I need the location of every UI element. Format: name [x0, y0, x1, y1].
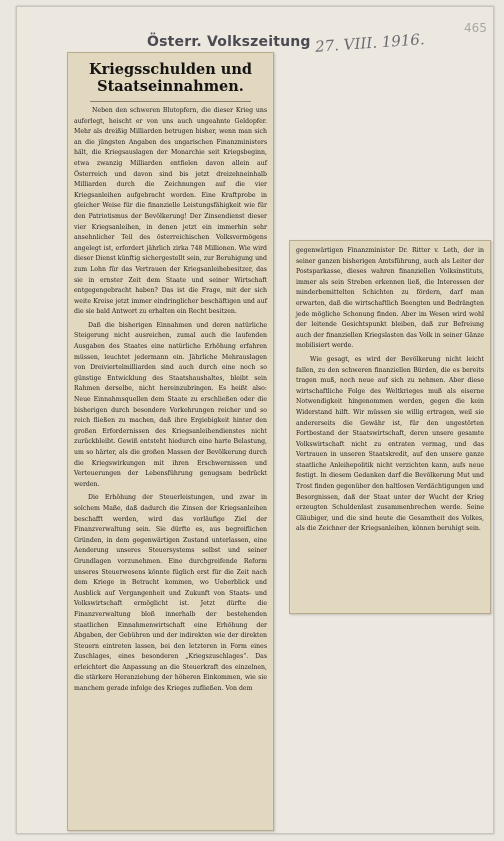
paragraph: Daß die bisherigen Einnahmen und deren natürliche Steigerung nicht ausreichen, zumal auch die laufenden Ausgaben des Staates eine natürliche Erhöhung erfahren müssen, leuchtet jedermann ein. Jährliche Mehrauslagen von Dreiviertelmilliarden sind auch durch eine noch so günstige Entwicklung des Staatshaushaltes, bleibt sein Rahmen derselbe, nicht hereinzubringen. Es heißt also: Neue Einnahmsquellen dem Staate zu erschließen oder die bisherigen durch besondere Vorkehrungen reicher und so reich fließen zu machen, daß ihre Ergiebigkeit hinter den großen Erfordernissen des Kriegsanleihendienstes nicht zurückbleibt. Gewiß entsteht hiedurch eine harte Belastung, um so härter, als die großen Massen der Bevölkerung durch die Kriegswirkungen mit ihren Erschwernissen und Verteuerungen der Lebensführung genugsam bedrückt werden. — [74, 321, 267, 488]
article-column-1 — [68, 106, 273, 695]
article-title — [68, 53, 273, 101]
article-column-2 — [290, 241, 490, 535]
handwritten-date: 27. VIII. 1916. — [314, 30, 426, 56]
article-clipping-continuation — [289, 240, 491, 614]
paragraph: gegenwärtigen Finanzminister Dr. Ritter v. Leth, der in seiner ganzen bisherigen Amtsführung, auch als Leiter der Postsparkasse, dieses wahren finanziellen Volksinstituts, immer als sein Streben erkennen ließ, die Interessen der minderbemittelten Schichten zu fördern, darf man erwarten, daß die wirtschaftlich Beengten und Bedrängten jede mögliche Schonung finden. Aber im Wesen wird wohl der leitende Gesichtspunkt bleiben, daß zur Befreiung auch der finanziellen Kriegslasten das Volk in seiner Gänze mobilisiert werde. — [296, 247, 484, 350]
newspaper-stamp: Österr. Volkszeitung — [147, 34, 311, 50]
article-clipping-main — [67, 52, 274, 831]
paragraph: Wie gesagt, es wird der Bevölkerung nicht leicht fallen, zu den schweren finanziellen Bürden, die es bereits tragen muß, noch neue auf sich zu nehmen. Aber diese wirtschaftliche Folge des Weltkrieges muß als eiserne Notwendigkeit hingenommen werden, gegen die kein Widerstand hilft. Wir müssen sie willig ertragen, weil sie andererseits die Gewähr ist, für den ungestörten Fortbestand der Staatswirtschaft, deren unsere gesamte Volkswirtschaft nicht zu entraten vermag, und das Vertrauen in unseren Staatskredit, auf den unsere ganze staatliche Anleihepolitik nicht verzichten kann, aufs neue festigt. In diesem Gedanken darf die Bevölkerung Mut und Trost finden gegenüber den haltlosen Verdächtigungen und Besorgnissen, daß der Staat unter der Wucht der Krieg erzeugten Schuldenlast zusammenbrechen werde. Seine Gläubiger, und die sind heute die Gesamtheit des Volkes, als die Zeichner der Kriegsanleihen, können beruhigt sein. — [296, 355, 484, 533]
paragraph: Neben den schweren Blutopfern, die dieser Krieg uns auferlegt, heischt er von uns auch ungeahnte Geldopfer. Mehr als dreißig Milliarden betrugen bisher, wenn man sich an die jüngsten Angaben des ungarischen Finanzministers hält, die Kriegsauslagen der Monarchie seit Kriegsbeginn, etwa zwanzig Milliarden entfielen davon allein auf Österreich und davon sind bis jetzt dreizehneinhalb Milliarden durch die Zeichnungen auf die vier Kriegsanleihen aufgebracht worden. Eine Kraftprobe in gleicher Weise für die finanzielle Leistungsfähigkeit wie für den Patriotismus der Bevölkerung! Der Zinsendienst dieser vier Kriegsanleihen, in denen jetzt ein immerhin sehr ansehnlicher Teil des österreichischen Volksvermögens angelegt ist, erfordert jährlich zirka 748 Millionen. Wie wird dieser Dienst künftig sichergestellt sein, zur Beruhigung und zum Lohn für das Vertrauen der Kriegsanleihebesitzer, das sie in ernster Zeit dem Staate und seiner Wirtschaft entgegengebracht haben? Das ist die Frage, mit der sich weite Kreise jetzt immer eindringlicher beschäftigen und auf die sie bald Antwort zu erhalten ein Recht besitzen. — [74, 107, 267, 316]
page-number: 465 — [464, 21, 487, 35]
title-divider — [90, 101, 251, 102]
title-line-1: Kriegsschulden und — [88, 61, 253, 78]
paragraph: Die Erhöhung der Steuerleistungen, und zwar in solchem Maße, daß dadurch die Zinsen der Kriegsanleihen beschafft werden, wird das vorläufige Ziel der Finanzverwaltung sein. Sie dürfte es, aus begreiflichen Gründen, in dem gegenwärtigen Zustand unterlassen, eine Aenderung unseres Steuersystems selbst und seiner Grundlagen vorzunehmen. Eine durchgreifende Reform unseres Steuerwesens könnte füglich erst für die Zeit nach dem Kriege in Betracht kommen, wo Ueberblick und Ausblick auf Vergangenheit und Zukunft von Staats- und Volkswirtschaft ermöglicht ist. Jetzt dürfte die Finanzverwaltung bloß innerhalb der bestehenden staatlichen Einnahmenwirtschaft eine Erhöhung der Abgaben, der Gebühren und der indirekten wie der direkten Steuern eintreten lassen, bei den letzteren in Form eines Zuschlages, eines besonderen „Kriegszuschlages“. Das erleichtert die Anpassung an die Steuerkraft des einzelnen, die stärkere Heranziehung der höheren Einkommen, wie sie manchem gerade infolge des Krieges zufließen. Von dem — [74, 494, 267, 693]
title-line-2: Staatseinnahmen. — [97, 78, 244, 95]
